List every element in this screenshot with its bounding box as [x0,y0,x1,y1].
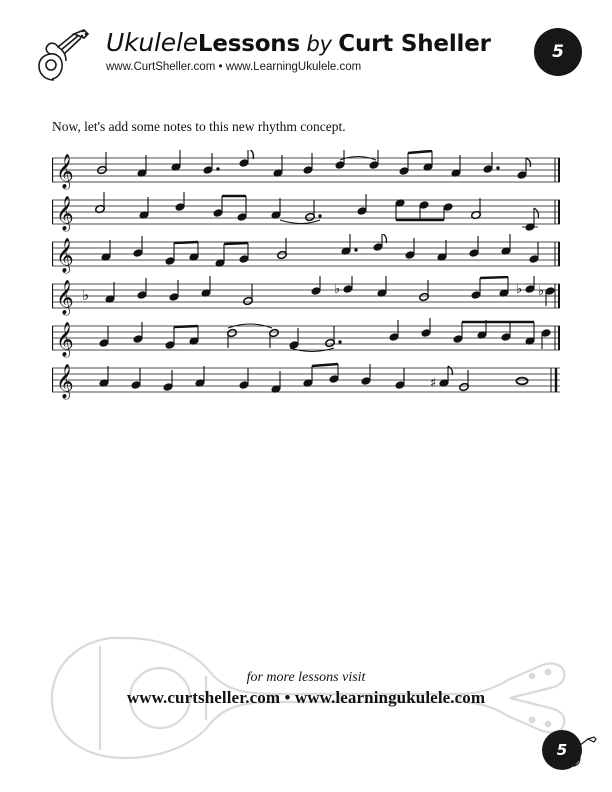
footer-urls[interactable]: www.curtsheller.com • www.learningukulele.com [126,688,486,707]
staff-system-2 [52,192,560,234]
page-number-badge: 5 [534,28,582,76]
page-header [30,26,582,88]
brand-title-author: Curt Sheller [338,31,491,57]
ukulele-icon [34,28,96,86]
lead-paragraph: Now, let's add some notes to this new rhythm concept. [52,119,346,134]
brand-title-ukulele: Ukulele [106,28,198,57]
treble-clef-icon: 𝄞 [56,280,74,315]
treble-clef-icon: 𝄞 [56,364,74,399]
svg-text:♭: ♭ [334,282,341,297]
staff-system-3 [52,234,560,276]
staff-system-1 [52,150,560,192]
svg-text:♭: ♭ [538,284,545,299]
brand-title-block [106,30,491,73]
music-notation [52,150,560,402]
staff-system-6 [52,360,560,402]
footer-page-number-badge: 5 [542,730,582,770]
svg-text:♭: ♭ [516,282,523,297]
staff-system-5 [52,318,560,360]
treble-clef-icon: 𝄞 [56,238,74,273]
brand-subtitle: www.CurtSheller.com • www.LearningUkulele.com [106,61,362,73]
ukulele-icon [564,736,598,770]
page-footer [0,600,612,792]
svg-text:♯: ♯ [430,376,437,391]
treble-clef-icon: 𝄞 [56,196,74,231]
treble-clef-icon: 𝄞 [56,154,74,189]
flat-key-signature: ♭ [82,286,90,304]
staff-system-4 [52,276,560,318]
footer-tagline: for more lessons visit [246,670,366,685]
brand-title-by: by [299,32,339,56]
brand-title-lessons: Lessons [197,31,300,57]
treble-clef-icon: 𝄞 [56,322,74,357]
brand-title [106,30,491,57]
